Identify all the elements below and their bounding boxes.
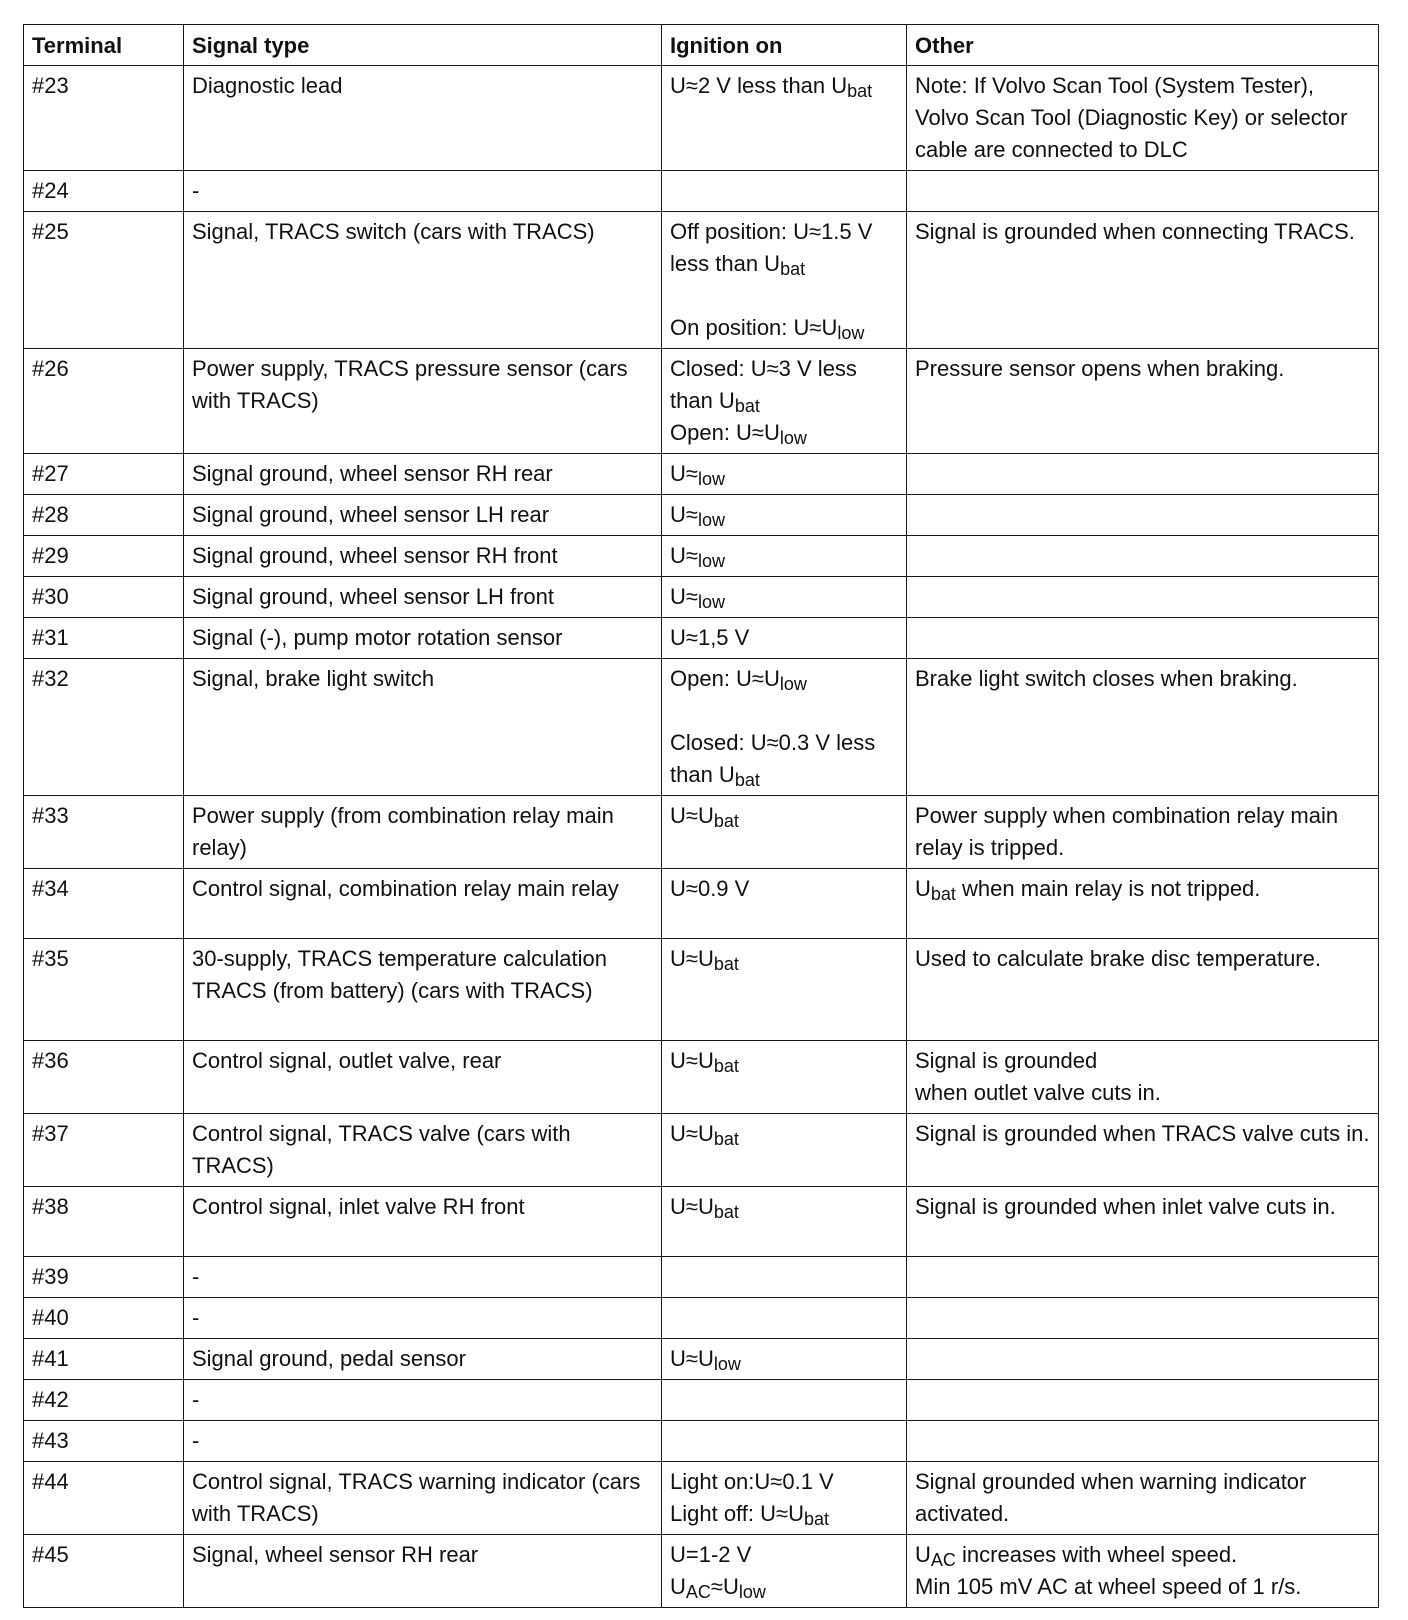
signal-type-cell: Control signal, TRACS warning indicator (cars with TRACS) xyxy=(184,1462,662,1535)
subscript: bat xyxy=(734,770,760,790)
signal-type-cell: - xyxy=(184,1298,662,1339)
ignition-line: $U\approx U_{bat}$ xyxy=(670,946,739,974)
other-cell xyxy=(907,1380,1379,1421)
ignition-cell xyxy=(662,536,907,577)
other-cell xyxy=(907,1535,1379,1608)
subscript: AC xyxy=(930,1550,956,1570)
ignition-line: U≈1,5 V xyxy=(670,625,750,650)
ignition-cell xyxy=(662,1257,907,1298)
header-ignition-on: Ignition on xyxy=(662,25,907,66)
table-row xyxy=(24,796,1379,869)
terminal-cell: #42 xyxy=(24,1380,184,1421)
other-cell xyxy=(907,659,1379,796)
signal-type-cell: Power supply (from combination relay main relay) xyxy=(184,796,662,869)
signal-type-cell: Diagnostic lead xyxy=(184,66,662,171)
header-row xyxy=(24,25,1379,66)
other-line: Power supply when combination relay main relay is tripped. xyxy=(915,803,1339,860)
other-line: when outlet valve cuts in. xyxy=(915,1080,1161,1105)
signal-type-cell: Signal ground, pedal sensor xyxy=(184,1339,662,1380)
terminal-cell: #33 xyxy=(24,796,184,869)
other-line: Min 105 mV AC at wheel speed of 1 r/s. xyxy=(915,1574,1302,1599)
other-line: Signal is grounded when TRACS valve cuts in. xyxy=(915,1121,1370,1146)
ignition-line: $U\approx_{low}$ xyxy=(670,502,725,530)
table-row xyxy=(24,212,1379,349)
subscript: bat xyxy=(713,1129,739,1149)
subscript: low xyxy=(779,428,807,448)
signal-type-cell: Control signal, TRACS valve (cars with TRACS) xyxy=(184,1114,662,1187)
table-row xyxy=(24,1380,1379,1421)
table-row xyxy=(24,171,1379,212)
signal-type-cell: - xyxy=(184,1380,662,1421)
line-gap xyxy=(670,695,900,727)
signal-type-cell: Signal (-), pump motor rotation sensor xyxy=(184,618,662,659)
ignition-cell xyxy=(662,1187,907,1257)
ignition-line: Closed: U≈0.3 V less than $U_{bat}$ xyxy=(670,730,876,790)
subscript: bat xyxy=(713,1056,739,1076)
subscript: low xyxy=(837,323,865,343)
signal-type-cell: - xyxy=(184,171,662,212)
ignition-cell xyxy=(662,1462,907,1535)
subscript: low xyxy=(779,674,807,694)
table-row xyxy=(24,1114,1379,1187)
other-cell xyxy=(907,536,1379,577)
signal-type-cell: Power supply, TRACS pressure sensor (cars with TRACS) xyxy=(184,349,662,454)
terminal-cell: #28 xyxy=(24,495,184,536)
ignition-cell xyxy=(662,212,907,349)
header-signal-type: Signal type xyxy=(184,25,662,66)
other-cell xyxy=(907,454,1379,495)
ignition-cell xyxy=(662,349,907,454)
ignition-cell xyxy=(662,1380,907,1421)
signal-type-cell: Signal ground, wheel sensor RH front xyxy=(184,536,662,577)
ignition-cell xyxy=(662,1421,907,1462)
signal-type-cell: Control signal, combination relay main relay xyxy=(184,869,662,939)
terminal-cell: #35 xyxy=(24,939,184,1041)
terminal-signal-table xyxy=(23,24,1379,1608)
ignition-line: $U\approx_{low}$ xyxy=(670,543,725,571)
ignition-line: $U\approx U_{bat}$ xyxy=(670,803,739,831)
table-row xyxy=(24,66,1379,171)
terminal-cell: #27 xyxy=(24,454,184,495)
subscript: bat xyxy=(847,81,873,101)
ignition-cell xyxy=(662,659,907,796)
other-cell xyxy=(907,1339,1379,1380)
subscript: low xyxy=(697,510,725,530)
other-cell xyxy=(907,1187,1379,1257)
terminal-cell: #26 xyxy=(24,349,184,454)
table-row xyxy=(24,1257,1379,1298)
table-row xyxy=(24,454,1379,495)
table-row xyxy=(24,1298,1379,1339)
other-cell xyxy=(907,796,1379,869)
subscript: low xyxy=(697,469,725,489)
subscript: bat xyxy=(734,396,760,416)
terminal-cell: #31 xyxy=(24,618,184,659)
ignition-cell xyxy=(662,796,907,869)
ignition-cell xyxy=(662,66,907,171)
signal-type-cell: Signal ground, wheel sensor LH rear xyxy=(184,495,662,536)
table-row xyxy=(24,577,1379,618)
signal-type-cell: - xyxy=(184,1257,662,1298)
terminal-cell: #39 xyxy=(24,1257,184,1298)
signal-type-cell: Signal, wheel sensor RH rear xyxy=(184,1535,662,1608)
header-terminal: Terminal xyxy=(24,25,184,66)
other-line: Pressure sensor opens when braking. xyxy=(915,356,1285,381)
ignition-line: On position: $U\approx U_{low}$ xyxy=(670,315,865,343)
other-line: Note: If Volvo Scan Tool (System Tester), Volvo Scan Tool (Diagnostic Key) or selector cable are connected to DLC xyxy=(915,73,1348,162)
subscript: bat xyxy=(713,1202,739,1222)
ignition-line: Light on:U≈0.1 V xyxy=(670,1469,834,1494)
other-cell xyxy=(907,171,1379,212)
terminal-cell: #44 xyxy=(24,1462,184,1535)
ignition-line: $U\approx U_{low}$ xyxy=(670,1346,741,1374)
signal-type-cell: Control signal, inlet valve RH front xyxy=(184,1187,662,1257)
signal-type-cell: Control signal, outlet valve, rear xyxy=(184,1041,662,1114)
subscript: bat xyxy=(713,954,739,974)
terminal-cell: #40 xyxy=(24,1298,184,1339)
subscript: low xyxy=(697,551,725,571)
ignition-line: U=1-2 V xyxy=(670,1542,752,1567)
ignition-line: Light off: $U\approx U_{bat}$ xyxy=(670,1501,829,1529)
ignition-cell xyxy=(662,1535,907,1608)
other-cell xyxy=(907,1462,1379,1535)
ignition-line: $U\approx U_{bat}$ xyxy=(670,1048,739,1076)
table-row xyxy=(24,349,1379,454)
table-row xyxy=(24,1421,1379,1462)
other-line: $U_{AC}$ increases with wheel speed. xyxy=(915,1542,1238,1570)
ignition-cell xyxy=(662,577,907,618)
other-cell xyxy=(907,1257,1379,1298)
terminal-cell: #41 xyxy=(24,1339,184,1380)
signal-type-cell: - xyxy=(184,1421,662,1462)
table-row xyxy=(24,939,1379,1041)
ignition-cell xyxy=(662,495,907,536)
signal-type-cell: Signal ground, wheel sensor RH rear xyxy=(184,454,662,495)
terminal-cell: #36 xyxy=(24,1041,184,1114)
terminal-cell: #43 xyxy=(24,1421,184,1462)
table-row xyxy=(24,495,1379,536)
other-cell xyxy=(907,869,1379,939)
table-row xyxy=(24,659,1379,796)
subscript: low xyxy=(713,1354,741,1374)
terminal-cell: #34 xyxy=(24,869,184,939)
subscript: low xyxy=(697,592,725,612)
other-line: Signal is grounded when inlet valve cuts in. xyxy=(915,1194,1336,1219)
terminal-cell: #32 xyxy=(24,659,184,796)
table-row xyxy=(24,536,1379,577)
table-row xyxy=(24,1535,1379,1608)
ignition-line: Closed: U≈3 V less than $U_{bat}$ xyxy=(670,356,857,416)
ignition-line: $U\approx U_{bat}$ xyxy=(670,1194,739,1222)
other-cell xyxy=(907,1298,1379,1339)
other-cell xyxy=(907,349,1379,454)
other-line: Used to calculate brake disc temperature. xyxy=(915,946,1321,971)
other-line: Brake light switch closes when braking. xyxy=(915,666,1298,691)
other-line: Signal is grounded when connecting TRACS. xyxy=(915,219,1355,244)
table-row xyxy=(24,618,1379,659)
ignition-line: $U\approx_{low}$ xyxy=(670,584,725,612)
ignition-cell xyxy=(662,618,907,659)
ignition-cell xyxy=(662,939,907,1041)
other-cell xyxy=(907,1041,1379,1114)
terminal-cell: #24 xyxy=(24,171,184,212)
ignition-line: U≈2 V less than $U_{bat}$ xyxy=(670,73,873,101)
table-row xyxy=(24,1462,1379,1535)
subscript: bat xyxy=(803,1509,829,1529)
other-line: Signal is grounded xyxy=(915,1048,1098,1073)
terminal-cell: #23 xyxy=(24,66,184,171)
subscript: bat xyxy=(780,259,806,279)
other-cell xyxy=(907,495,1379,536)
ignition-cell xyxy=(662,869,907,939)
line-gap xyxy=(670,280,900,312)
signal-type-cell: 30-supply, TRACS temperature calculation TRACS (from battery) (cars with TRACS) xyxy=(184,939,662,1041)
other-cell xyxy=(907,618,1379,659)
signal-type-cell: Signal, brake light switch xyxy=(184,659,662,796)
ignition-line: Open: $U\approx U_{low}$ xyxy=(670,420,807,448)
other-cell xyxy=(907,939,1379,1041)
ignition-line: U≈0.9 V xyxy=(670,876,750,901)
ignition-cell xyxy=(662,1298,907,1339)
ignition-cell xyxy=(662,1041,907,1114)
ignition-cell xyxy=(662,1114,907,1187)
ignition-cell xyxy=(662,171,907,212)
table-row xyxy=(24,1041,1379,1114)
terminal-cell: #30 xyxy=(24,577,184,618)
other-line: Signal grounded when warning indicator activated. xyxy=(915,1469,1307,1526)
other-cell xyxy=(907,212,1379,349)
ignition-line: $U\approx U_{bat}$ xyxy=(670,1121,739,1149)
ignition-line: $U\approx_{low}$ xyxy=(670,461,725,489)
ignition-line: Open: $U\approx U_{low}$ xyxy=(670,666,807,694)
terminal-cell: #45 xyxy=(24,1535,184,1608)
terminal-cell: #38 xyxy=(24,1187,184,1257)
table-row xyxy=(24,1187,1379,1257)
ignition-line: Off position: U≈1.5 V less than $U_{bat}$ xyxy=(670,219,873,279)
signal-type-cell: Signal, TRACS switch (cars with TRACS) xyxy=(184,212,662,349)
ignition-cell xyxy=(662,1339,907,1380)
other-cell xyxy=(907,66,1379,171)
terminal-cell: #37 xyxy=(24,1114,184,1187)
other-cell xyxy=(907,1421,1379,1462)
ignition-line: $U_{AC}\approx U_{low}$ xyxy=(670,1574,766,1602)
table-body xyxy=(24,66,1379,1608)
terminal-cell: #25 xyxy=(24,212,184,349)
table-row xyxy=(24,869,1379,939)
subscript: low xyxy=(738,1582,766,1602)
other-cell xyxy=(907,1114,1379,1187)
table-row xyxy=(24,1339,1379,1380)
subscript: AC xyxy=(685,1582,711,1602)
subscript: bat xyxy=(930,884,956,904)
header-other: Other xyxy=(907,25,1379,66)
other-cell xyxy=(907,577,1379,618)
signal-type-cell: Signal ground, wheel sensor LH front xyxy=(184,577,662,618)
subscript: bat xyxy=(713,811,739,831)
other-line: $U_{bat}$ when main relay is not tripped. xyxy=(915,876,1261,904)
ignition-cell xyxy=(662,454,907,495)
terminal-cell: #29 xyxy=(24,536,184,577)
